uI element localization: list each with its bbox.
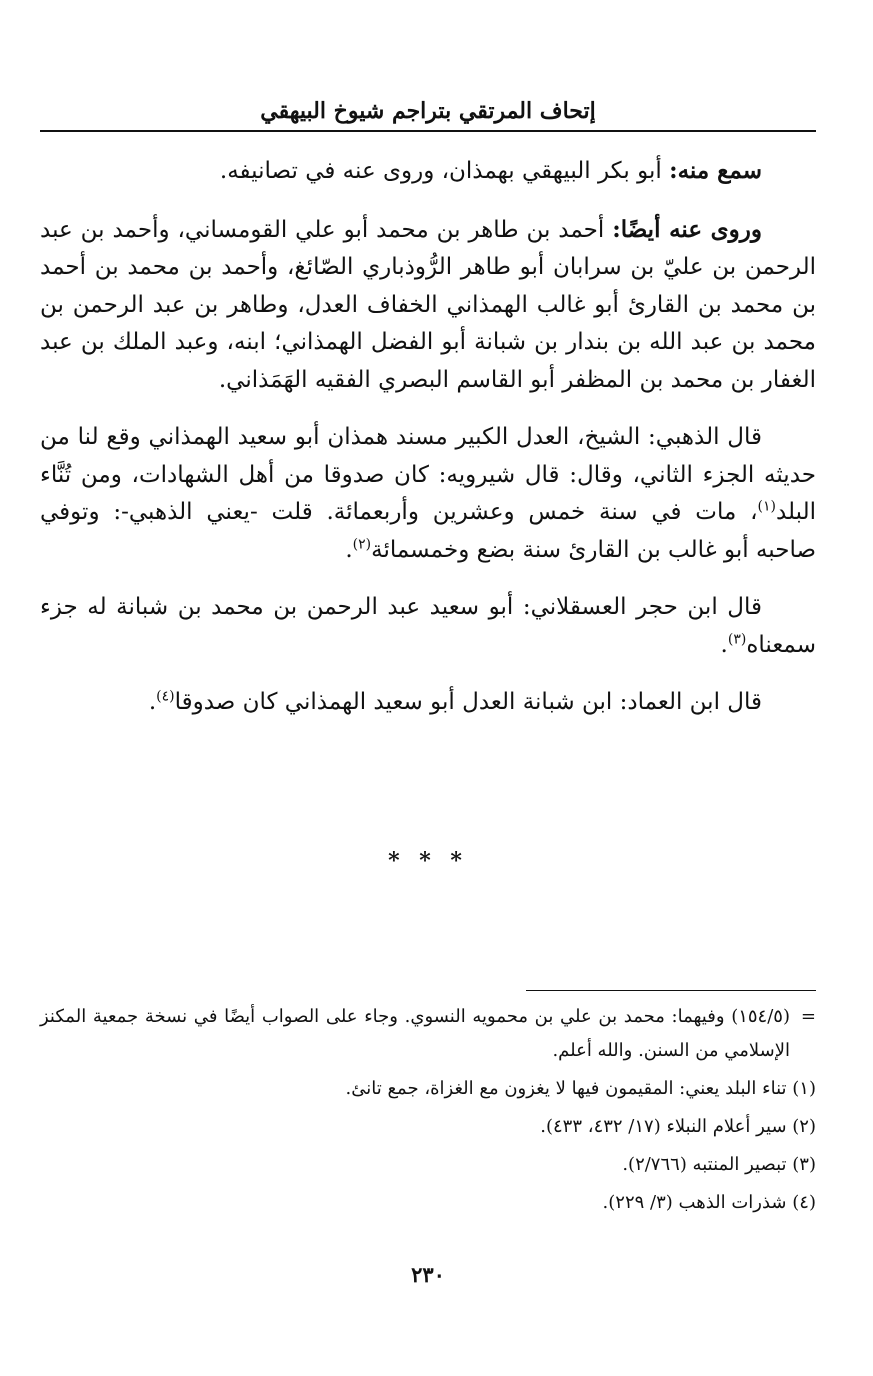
footnote-rule [526,990,816,991]
footnote-text: سير أعلام النبلاء (١٧/ ٤٣٢، ٤٣٣). [540,1116,787,1137]
page-number: ٢٣٠ [411,1262,445,1287]
continuation-mark: = [800,1006,816,1027]
running-head-title: إتحاف المرتقي بتراجم شيوخ البيهقي [260,98,596,124]
paragraph-ibn-al-imad [40,684,816,722]
footnote-item [40,1072,816,1106]
footnote-number: (٣) [792,1154,816,1175]
paragraph-text: . [345,536,353,563]
footnote-number: (٤) [792,1192,816,1213]
footnote-text: شذرات الذهب (٣/ ٢٢٩). [602,1192,787,1213]
footnote-ref[interactable]: (٤) [156,688,175,705]
lead-narrators: وروى عنه أيضًا: [612,215,762,243]
footnote-item [40,1186,816,1220]
footnote-item [40,1110,816,1144]
footnote-ref[interactable]: (٢) [352,535,372,552]
footnote-continuation [40,1000,816,1068]
paragraph-ibn-hajar [40,589,816,664]
paragraph-text: . [720,631,728,658]
paragraph-text: ، مات في سنة خمس وعشرين وأربعمائة. قلت -يعني الذهبي-: وتوفي صاحبه أبو غالب بن القارئ سنة بضع وخمسمائة [40,499,816,563]
paragraph-text: قال ابن حجر العسقلاني: أبو سعيد عبد الرحمن بن محمد بن شبانة له جزء سمعناه [40,594,816,658]
footnote-number: (١) [792,1078,816,1099]
footnote-number: (٢) [792,1116,816,1137]
footnote-ref[interactable]: (١) [757,498,776,515]
footnote-ref[interactable]: (٣) [727,630,747,647]
paragraph-narrators [40,211,816,400]
paragraph-text: قال الذهبي: الشيخ، العدل الكبير مسند همذان أبو سعيد الهمذاني وقع لنا من حديثه الجزء الثاني، وقال: قال شيرويه: كان صدوقا من أهل الشهادات، ومن تُنَّاء البلد [40,424,816,525]
section-separator: * * * [388,848,468,874]
paragraph-dhahabi [40,419,816,569]
paragraph-heard-from [40,152,816,191]
footnotes [40,1000,816,1224]
footnote-text: (١٥٤/٥) وفيهما: محمد بن علي بن محمويه النسوي. وجاء على الصواب أيضًا في نسخة جمعية المكنز الإسلامي من السنن. والله أعلم. [40,1006,790,1061]
footnote-item [40,1148,816,1182]
paragraph-text: أحمد بن طاهر بن محمد أبو علي القومساني، وأحمد بن عبد الرحمن بن عليّ بن سرابان أبو طاهر الرُّوذباري الصّائغ، وأحمد بن محمد بن أحمد بن محمد بن القارئ أبو غالب الهمذاني الخفاف العدل، وطاهر بن عبد الرحمن بن محمد بن عبد الله بن بندار بن شبانة أبو الفضل الهمذاني؛ ابنه، وعبد الملك بن عبد الغفار بن محمد بن المظفر أبو القاسم البصري الفقيه الهَمَذاني. [40,216,816,393]
lead-heard-from: سمع منه: [669,157,762,184]
paragraph-text: . [148,689,157,715]
main-text [40,152,816,742]
paragraph-text: أبو بكر البيهقي بهمذان، وروى عنه في تصانيفه. [219,158,670,184]
footnote-text: تناء البلد يعني: المقيمون فيها لا يغزون مع الغزاة، جمع تانئ. [345,1078,787,1099]
footnote-text: تبصير المنتبه (٢/٧٦٦). [622,1154,787,1175]
paragraph-text: قال ابن العماد: ابن شبانة العدل أبو سعيد الهمذاني كان صدوقا [174,689,762,715]
header-rule [40,130,816,132]
